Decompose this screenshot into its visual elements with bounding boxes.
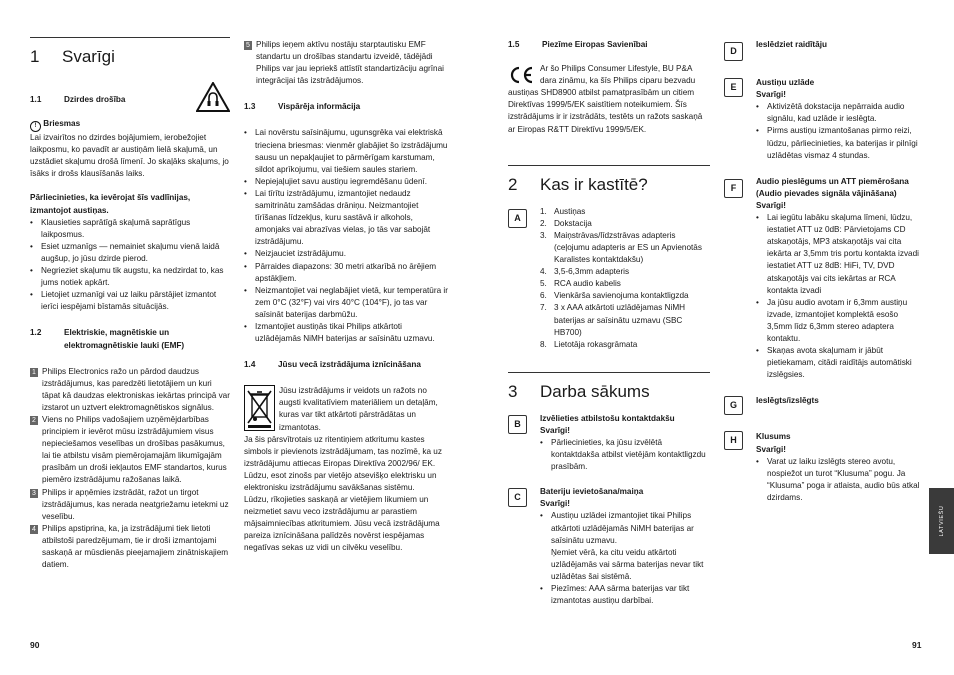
list-item: • Neizmantojiet vai neglabājiet vietā, kur temperatūra ir zem 0°C (32°F) vai virs 40°C (104°F), jo tas var saīsināt baterijas darbmūžu. xyxy=(244,285,450,321)
section-rule xyxy=(30,37,230,38)
right-column-2 xyxy=(724,39,920,504)
list-item: • Lietojiet uzmanīgi vai uz laiku pārstājiet izmantot ierīci iespējami bīstamās situācijās. xyxy=(30,289,230,313)
step-bullet-list xyxy=(756,456,920,504)
list-item: 1 Philips Electronics ražo un pārdod daudzus izstrādājumus, kas paredzēti lietotājiem un kuri tāpat kā daudzas elektroniskas iekārtas principā var izstarot un uztvert elektromagnētiskos signālus. xyxy=(30,366,230,414)
important-label: Svarīgi! xyxy=(540,499,571,509)
list-item: • Piezīmes: AAA sārma baterijas var tikt izmantotas austiņu darbībai. xyxy=(540,583,710,607)
subsection-1-4: 1.4 Jūsu vecā izstrādājuma iznīcināšana xyxy=(244,360,421,370)
list-item: • Neizjauciet izstrādājumu. xyxy=(244,248,450,260)
letter-marker-b: B xyxy=(508,415,527,434)
step-h xyxy=(724,431,920,504)
list-item: • Nepiejaļujiet savu austiņu iegremdēšanu ūdenī. xyxy=(244,176,450,188)
subsection-1-2: 1.2 Elektriskie, magnētiskie un elektromagnētiskie lauki (EMF) xyxy=(30,328,185,350)
list-item: • Pirms austiņu izmantošanas pirmo reizi, lūdzu, pārliecinieties, ka baterijas ir pilnīgi uzlādētas vismaz 4 stundas. xyxy=(756,125,920,161)
list-item: 7. 3 x AAA atkārtoti uzlādējamas NiMH baterijas ar saīsinātu uzmavu (SBC HB700) xyxy=(540,303,686,337)
section-rule xyxy=(508,165,710,166)
important-label: Svarīgi! xyxy=(756,200,787,210)
list-item: 2. Dokstacija xyxy=(540,218,592,228)
list-item: 1. Austiņas xyxy=(540,206,586,216)
step-title: Ieslēgts/izslēgts xyxy=(756,396,819,406)
disposal-paragraph: Lūdzu, rīkojieties saskaņā ar vietējiem likumiem un neizmetiet savu veco izstrādājumu ar parastiem mājsaimniecības atkritumiem. Jūsu vecā izstrādājuma pareiza iznīcināšana palīdzēs novērst iespējamas negatīvas sekas uz vidi un cilvēku veselību. xyxy=(244,495,440,553)
letter-marker-g: G xyxy=(724,396,743,415)
important-label: Svarīgi! xyxy=(540,425,571,435)
crossed-bin-icon xyxy=(244,385,275,431)
list-item: 2 Viens no Philips vadošajiem uzņēmējdarbības principiem ir ievērot mūsu izstrādājumiem visus nepieciešamos veselības un drošības pasākumus, lai tie atbilstu visām piemērojamajām likumīgajām prasībām un droši iekļautos EMF standartos, kurus piemēro izstrādājumu ražošanas laikā. xyxy=(30,414,230,487)
step-b xyxy=(508,413,710,473)
loud-noise-warning-icon xyxy=(196,82,230,112)
list-item: • Lai tīrītu izstrādājumu, izmantojiet nedaudz samitrinātu zamšādas drāniņu. Neizmantojiet tīrīšanas līdzekļus, kuru sastāvā ir alkohols, amonjaks vai abrazīvas vielas, jo tās var sabojāt izstrādājumu. xyxy=(244,188,450,248)
emf-list xyxy=(30,366,230,572)
disposal-paragraph: Ja šis pārsvītrotais uz ritentiņiem atkritumu kastes simbols ir pievienots izstrādājumam, tas nozīmē, ka uz izstrādājumu attiecas Eiropas Direktīva 2002/96/ EK. Lūdzu, esot zinošs par vietējo atsevišķo elektrisku un elektronisku izstrādājumu savākšanas sistēmu. xyxy=(244,434,442,492)
letter-marker-f: F xyxy=(724,179,743,198)
step-title: Ieslēdziet raidītāju xyxy=(756,40,827,49)
step-d xyxy=(724,39,920,56)
section-rule xyxy=(508,372,710,373)
list-item: • Austiņu uzlādei izmantojiet tikai Philips atkārtoti uzlādējamās NiMH baterijas ar saīsinātu uzmavu. Ņemiet vērā, ka citu veidu atkārtoti uzlādējamās vai sārma baterijas nevar tikt uzlādētas šai sistēmā. xyxy=(540,510,710,583)
language-tab: LATVIEŠU xyxy=(929,488,954,554)
hearing-intro: Lai izvairītos no dzirdes bojājumiem, ierobežojiet laikposmu, ko pavadīt ar austiņām lielā skaļumā, un uzstādiet skaļumu drošā līmenī. Jo skaļāks skaļums, jo īsāks ir drošs klausīšanās laiks. xyxy=(30,133,229,179)
step-title: Austiņu uzlāde xyxy=(756,78,815,88)
list-item: • Varat uz laiku izslēgts stereo avotu, nospiežot un turot “Klusuma” pogu. Ja “Klusuma” poga ir atlaista, audio būs atkal dzirdams. xyxy=(756,456,920,504)
step-e xyxy=(724,77,920,162)
step-title: Bateriju ievietošana/maiņa xyxy=(540,487,644,497)
left-column-2 xyxy=(244,39,450,555)
subsection-1-3: 1.3 Vispārēja informācija xyxy=(244,102,361,112)
letter-marker-e: E xyxy=(724,78,743,97)
section-heading-2: 2 Kas ir kastītē? xyxy=(508,174,648,194)
step-g xyxy=(724,395,920,411)
general-bullet-list xyxy=(244,127,450,345)
list-item: 8. Lietotāja rokasgrāmata xyxy=(540,339,638,349)
list-item: • Lai iegūtu labāku skaļuma līmeni, lūdzu, iestatiet ATT uz 0dB: Pārvietojams CD atskaņotājs, MP3 atskaņotājs vai cita iekārta ar 3,5mm tris portu kontakta izvadi iestatiet ATT uz 8dB: HiFi, TV, DVD atskaņotājs vai cits iekārtas ar RCA kontakta izvadi xyxy=(756,212,920,297)
disposal-text: Jūsu izstrādājums ir veidots un ražots no augsti kvalitatīviem materiāliem un detaļām, kuras var tikt atkārtoti pārstrādātas un izmantotas. xyxy=(279,386,438,432)
step-title: Izvēlieties atbilstošu kontaktdakšu xyxy=(540,413,675,423)
box-contents-list xyxy=(540,206,710,351)
eu-notice-text: Ar šo Philips Consumer Lifestyle, BU P&A dara zināmu, ka šīs Philips ciparu bezvadu austiņas SHD8900 atbilst pamatprasībām un citiem Direktīvas 1999/5/EK saistītiem noteikumiem. Šīs izstrādājums ir ir izstrādāts, testēts un ražots saskaņā ar Eiropas R&TT Direktīvu 1999/5/EK. xyxy=(508,64,703,134)
step-title: Audio pieslēgums un ATT piemērošana (Audio pievades signāla vājināšana) xyxy=(756,176,909,198)
subsection-1-5: 1.5 Piezīme Eiropas Savienībai xyxy=(508,40,648,49)
step-c xyxy=(508,486,710,607)
step-bullet-list xyxy=(756,101,920,161)
list-item: 3. Maiņstrāvas/līdzstrāvas adapteris (ceļojumu adapteris ar ES un Apvienotās Karalistes kontaktdakšu) xyxy=(540,230,702,265)
letter-marker-c: C xyxy=(508,488,527,507)
list-item: • Klausieties saprātīgā skaļumā saprātīgus laikposmus. xyxy=(30,217,230,241)
eu-notice xyxy=(508,63,710,136)
left-column-1 xyxy=(30,37,230,571)
danger-label: ! Briesmas xyxy=(30,118,230,132)
step-bullet-list xyxy=(540,437,710,473)
danger-icon: ! xyxy=(30,121,41,132)
list-item: • Negrieziet skaļumu tik augstu, ka nedzirdat to, kas jums notiek apkārt. xyxy=(30,265,230,289)
right-column-1 xyxy=(508,39,710,607)
list-item: • Lai novērstu saīsinājumu, ugunsgrēka vai elektriskā trieciena briesmas: vienmēr glabājiet šo izstrādājumu sausu un nepakļaujiet to pārmērīgam karstumam, sildot aprīkojumu, vai tiešiem saules stariem. xyxy=(244,127,450,175)
list-item: • Esiet uzmanīgs — nemainiet skaļumu vienā laidā augšup, jo jūsu dzirde pierod. xyxy=(30,241,230,265)
list-item: 4. 3,5-6,3mm adapteris xyxy=(540,267,630,277)
list-item: • Aktivizētā dokstacija nepārraida audio signālu, kad uzlāde ir ieslēgta. xyxy=(756,101,920,125)
hearing-guidelines-heading: Pārliecinieties, ka ievērojat šīs vadlīnijas, izmantojot austiņas. xyxy=(30,193,191,215)
hearing-bullet-list xyxy=(30,217,230,314)
list-item: 3 Philips ir apņēmies izstrādāt, ražot un tirgot izstrādājumus, kas nerada neatgriežamu ietekmi uz veselību. xyxy=(30,487,230,523)
step-bullet-list xyxy=(756,212,920,381)
step-title: Klusums xyxy=(756,432,791,442)
letter-marker-a: A xyxy=(508,209,527,228)
list-item: • Izmantojiet austiņās tikai Philips atkārtoti uzlādējamās NiMH baterijas ar saīsinātu uzmavu. xyxy=(244,321,450,345)
page-number-right: 91 xyxy=(912,640,922,650)
subsection-1-1: 1.1 Dzirdes drošība xyxy=(30,95,126,104)
list-item: • Ja jūsu audio avotam ir 6,3mm austiņu izvade, izmantojiet komplektā esošo 3,5mm līdz 6,3mm stereo adaptera kontaktu. xyxy=(756,297,920,345)
box-contents-section xyxy=(508,206,710,351)
important-label: Svarīgi! xyxy=(756,90,787,100)
letter-marker-h: H xyxy=(724,431,743,450)
disposal-block xyxy=(244,385,450,433)
ce-mark-icon xyxy=(508,66,534,84)
section-heading-1: 1 Svarīgi xyxy=(30,47,115,66)
list-item: • Pārraides diapazons: 30 metri atkarībā no ārējiem apstākļiem. xyxy=(244,261,450,285)
section-heading-3: 3 Darba sākums xyxy=(508,381,650,401)
list-item: 6. Vienkārša savienojuma kontaktligzda xyxy=(540,291,689,301)
list-item: 5 Philips ieņem aktīvu nostāju starptautisku EMF standartu un drošības standartu izveidē, tādējādi Philips var jau iepriekš attīstīt standartizāciju agrīnai integrācijai tās izstrādājumos. xyxy=(244,39,450,87)
list-item: • Pārliecinieties, ka jūsu izvēlētā kontaktdakša atbilst vietējām kontaktligzdu prasībām. xyxy=(540,437,710,473)
step-f xyxy=(724,176,920,382)
page-number-left: 90 xyxy=(30,640,40,650)
list-item: 4 Philips apstiprina, ka, ja izstrādājumi tiek lietoti atbilstoši paredzējumam, tie ir droši izmantojami saskaņā ar mūsdienās pieejamajiem zinātniskajiem datiem. xyxy=(30,523,230,571)
letter-marker-d: D xyxy=(724,42,743,61)
list-item: 5. RCA audio kabelis xyxy=(540,279,621,289)
important-label: Svarīgi! xyxy=(756,444,787,454)
list-item: • Skaņas avota skaļumam ir jābūt pietiekamam, citādi raidītājs automātiski izslēgsies. xyxy=(756,345,920,381)
step-bullet-list xyxy=(540,510,710,607)
